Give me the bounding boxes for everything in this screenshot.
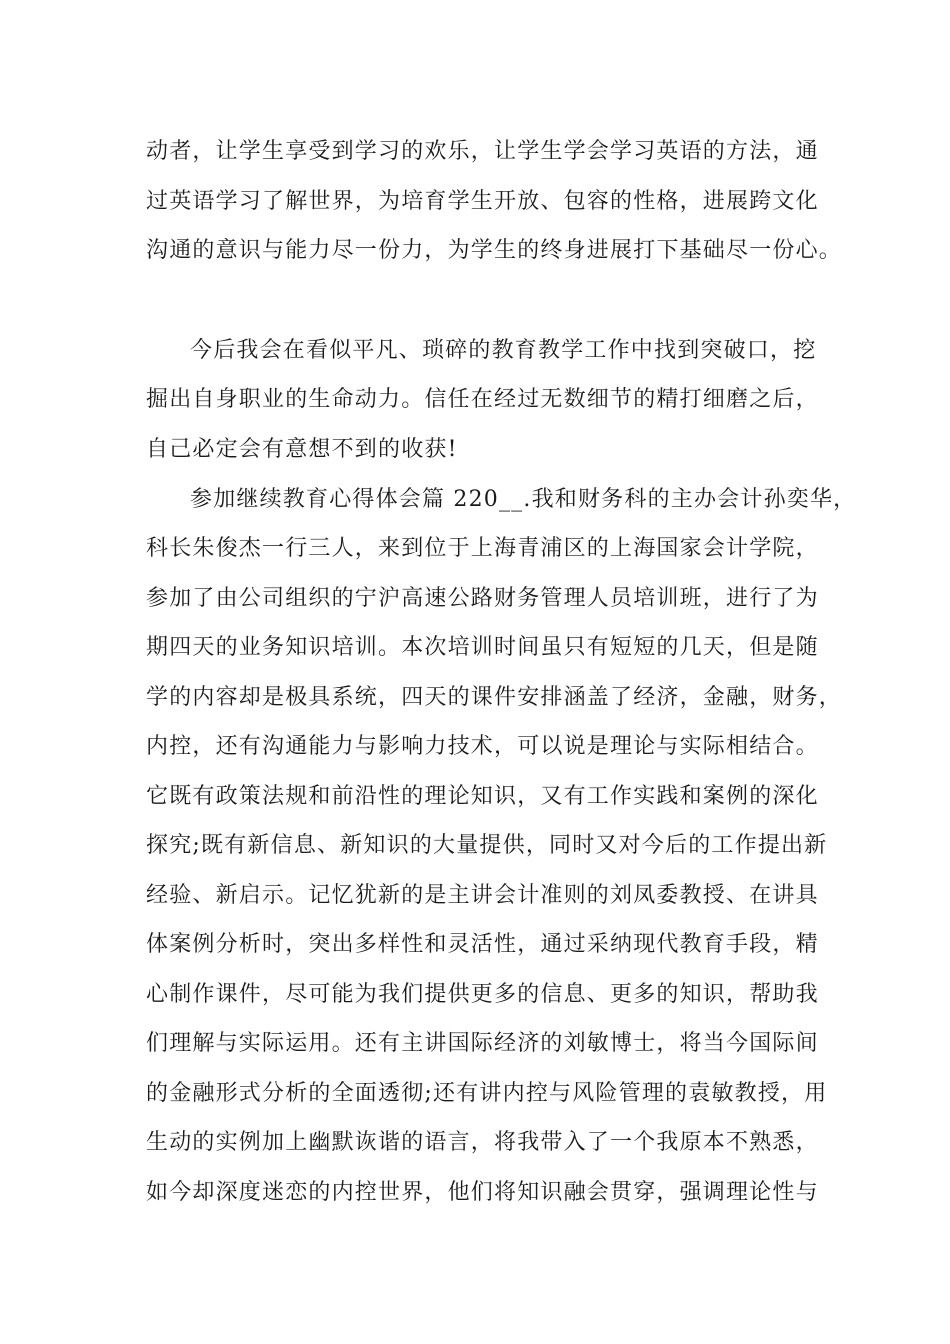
paragraph-3-line-7: 它既有政策法规和前沿性的理论知识，又有工作实践和案例的深化	[146, 784, 819, 809]
paragraph-3-line-13: 的金融形式分析的全面透彻;还有讲内控与风险管理的袁敏教授，用	[146, 1081, 828, 1106]
paragraph-2-line-3: 自己必定会有意想不到的收获!	[146, 437, 458, 462]
paragraph-3-line-10: 体案例分析时，突出多样性和灵活性，通过采纳现代教育手段，精	[146, 932, 819, 957]
paragraph-1-line-2: 过英语学习了解世界，为培育学生开放、包容的性格，进展跨文化	[146, 189, 819, 214]
paragraph-3-line-9: 经验、新启示。记忆犹新的是主讲会计准则的刘凤委教授、在讲具	[146, 883, 819, 908]
paragraph-2-line-2: 掘出自身职业的生命动力。信任在经过无数细节的精打细磨之后，	[146, 387, 819, 412]
paragraph-3-line-5: 学的内容却是极具系统，四天的课件安排涵盖了经济，金融，财务，	[146, 685, 843, 710]
paragraph-3-line-8: 探究;既有新信息、新知识的大量提供，同时又对今后的工作提出新	[146, 833, 828, 858]
paragraph-1-line-1: 动者，让学生享受到学习的欢乐，让学生学会学习英语的方法，通	[146, 139, 819, 164]
paragraph-3-line-4: 期四天的业务知识培训。本次培训时间虽只有短短的几天，但是随	[146, 635, 819, 660]
paragraph-3-line-11: 心制作课件，尽可能为我们提供更多的信息、更多的知识，帮助我	[146, 982, 819, 1007]
paragraph-1-line-3: 沟通的意识与能力尽一份力，为学生的终身进展打下基础尽一份心。	[146, 238, 843, 263]
paragraph-2-line-1: 今后我会在看似平凡、琐碎的教育教学工作中找到突破口，挖	[190, 338, 817, 363]
paragraph-3-line-14: 生动的实例加上幽默诙谐的语言，将我带入了一个我原本不熟悉，	[146, 1130, 819, 1155]
paragraph-3-line-6: 内控，还有沟通能力与影响力技术，可以说是理论与实际相结合。	[146, 734, 819, 759]
paragraph-3-line-1: 参加继续教育心得体会篇 220__.我和财务科的主办会计孙奕华，	[190, 487, 857, 512]
paragraph-3-line-2: 科长朱俊杰一行三人，来到位于上海青浦区的上海国家会计学院，	[146, 536, 819, 561]
paragraph-3-line-15: 如今却深度迷恋的内控世界，他们将知识融会贯穿，强调理论性与	[146, 1180, 819, 1205]
paragraph-3-line-3: 参加了由公司组织的宁沪高速公路财务管理人员培训班，进行了为	[146, 586, 819, 611]
paragraph-3-line-12: 们理解与实际运用。还有主讲国际经济的刘敏博士，将当今国际间	[146, 1031, 819, 1056]
